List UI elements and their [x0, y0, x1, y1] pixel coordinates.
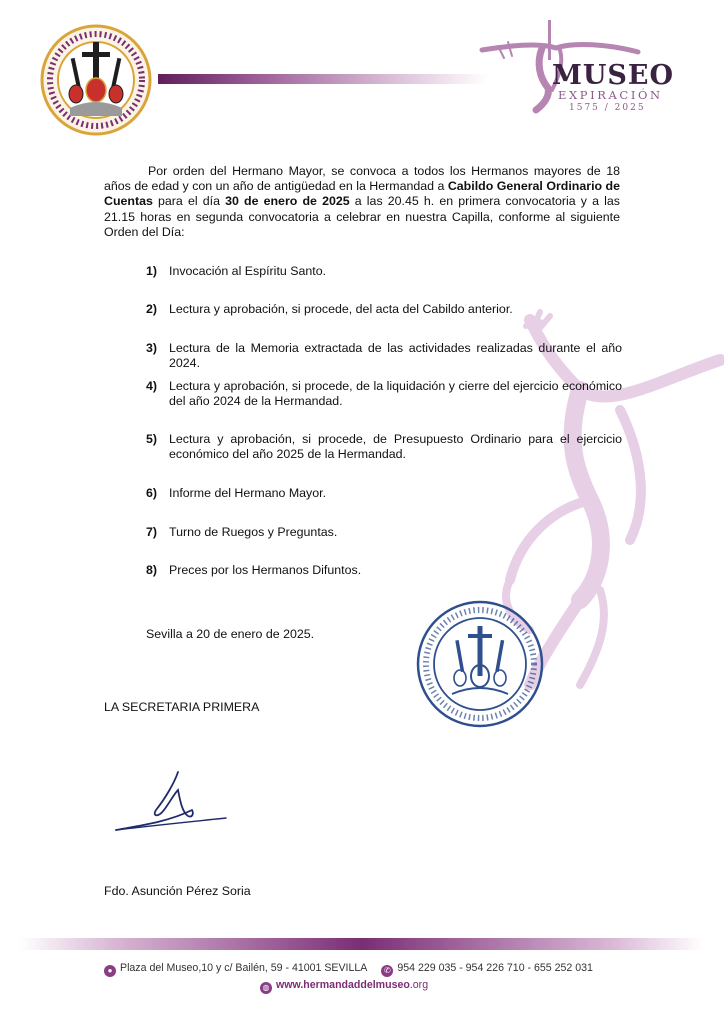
- secretary-title: LA SECRETARIA PRIMERA: [104, 700, 260, 714]
- museo-years: 1575 / 2025: [569, 103, 646, 113]
- footer-gradient-bar: [20, 938, 704, 950]
- globe-icon: ◍: [260, 982, 272, 994]
- intro-part1: Por orden del Hermano Mayor, se convoca a todos los Hermanos mayores de 18 años de edad y con un año de antigüedad en la Hermandad a: [104, 164, 620, 194]
- agenda-number: 4): [146, 379, 158, 393]
- agenda-number: 1): [146, 264, 158, 278]
- agenda-item-8: [146, 563, 622, 578]
- museo-title: MUSEO: [552, 60, 675, 91]
- intro-part2: para el día: [152, 194, 226, 209]
- agenda-text: Informe del Hermano Mayor.: [169, 486, 327, 500]
- agenda-text: Lectura y aprobación, si procede, del acta del Cabildo anterior.: [169, 302, 513, 316]
- footer-web-line[interactable]: [260, 979, 428, 994]
- agenda-number: 6): [146, 486, 158, 500]
- intro-part3: a las 20.45 h. en primera convocatoria y a las 21.15 horas en segunda convocatoria a celebrar en nuestra Capilla, conforme al siguiente Orden del Día:: [104, 194, 620, 239]
- agenda-number: 5): [146, 432, 158, 446]
- intro-bold-cabildo: Cabildo General Ordinario de Cuentas: [104, 179, 620, 209]
- footer-address: Plaza del Museo,10 y c/ Bailén, 59 - 41001 SEVILLA: [120, 962, 368, 974]
- agenda-text: Invocación al Espíritu Santo.: [169, 264, 327, 278]
- agenda-text: Preces por los Hermanos Difuntos.: [169, 563, 362, 577]
- header-gradient-bar: [158, 74, 488, 84]
- signed-by: Fdo. Asunción Pérez Soria: [104, 884, 251, 898]
- agenda-number: 7): [146, 525, 158, 539]
- brotherhood-crest-logo: [40, 24, 152, 136]
- museo-subtitle: EXPIRACIÓN: [558, 88, 663, 102]
- agenda-text: Lectura y aprobación, si procede, de la liquidación y cierre del ejercicio económico del año 2024 de la Hermandad.: [169, 379, 622, 408]
- agenda-item-2: [146, 302, 622, 317]
- agenda-text: Lectura y aprobación, si procede, de Presupuesto Ordinario para el ejercicio económico del año 2025 de la Hermandad.: [169, 432, 622, 461]
- agenda-number: 3): [146, 341, 158, 355]
- handwritten-signature: [108, 760, 238, 836]
- agenda-text: Lectura de la Memoria extractada de las actividades realizadas durante el año 2024.: [169, 341, 622, 370]
- agenda-number: 8): [146, 563, 158, 577]
- agenda-item-4: [146, 379, 622, 409]
- footer-phones: 954 229 035 - 954 226 710 - 655 252 031: [397, 962, 593, 974]
- agenda-number: 2): [146, 302, 158, 316]
- location-pin-icon: ●: [104, 965, 116, 977]
- footer-website-domain[interactable]: www.hermandaddelmuseo: [276, 979, 410, 991]
- agenda-item-3: [146, 341, 622, 371]
- agenda-item-6: [146, 486, 622, 501]
- agenda-item-7: [146, 525, 622, 540]
- date-line: Sevilla a 20 de enero de 2025.: [146, 627, 315, 641]
- agenda-text: Turno de Ruegos y Preguntas.: [169, 525, 338, 539]
- convocation-paragraph: [104, 164, 620, 240]
- intro-bold-date: 30 de enero de 2025: [225, 194, 350, 209]
- brotherhood-seal-stamp: [416, 600, 544, 728]
- footer-website-tld[interactable]: .org: [409, 979, 429, 991]
- agenda-item-5: [146, 432, 622, 462]
- phone-icon: ✆: [381, 965, 393, 977]
- agenda-item-1: [146, 264, 622, 279]
- footer-contact-line: [104, 962, 593, 977]
